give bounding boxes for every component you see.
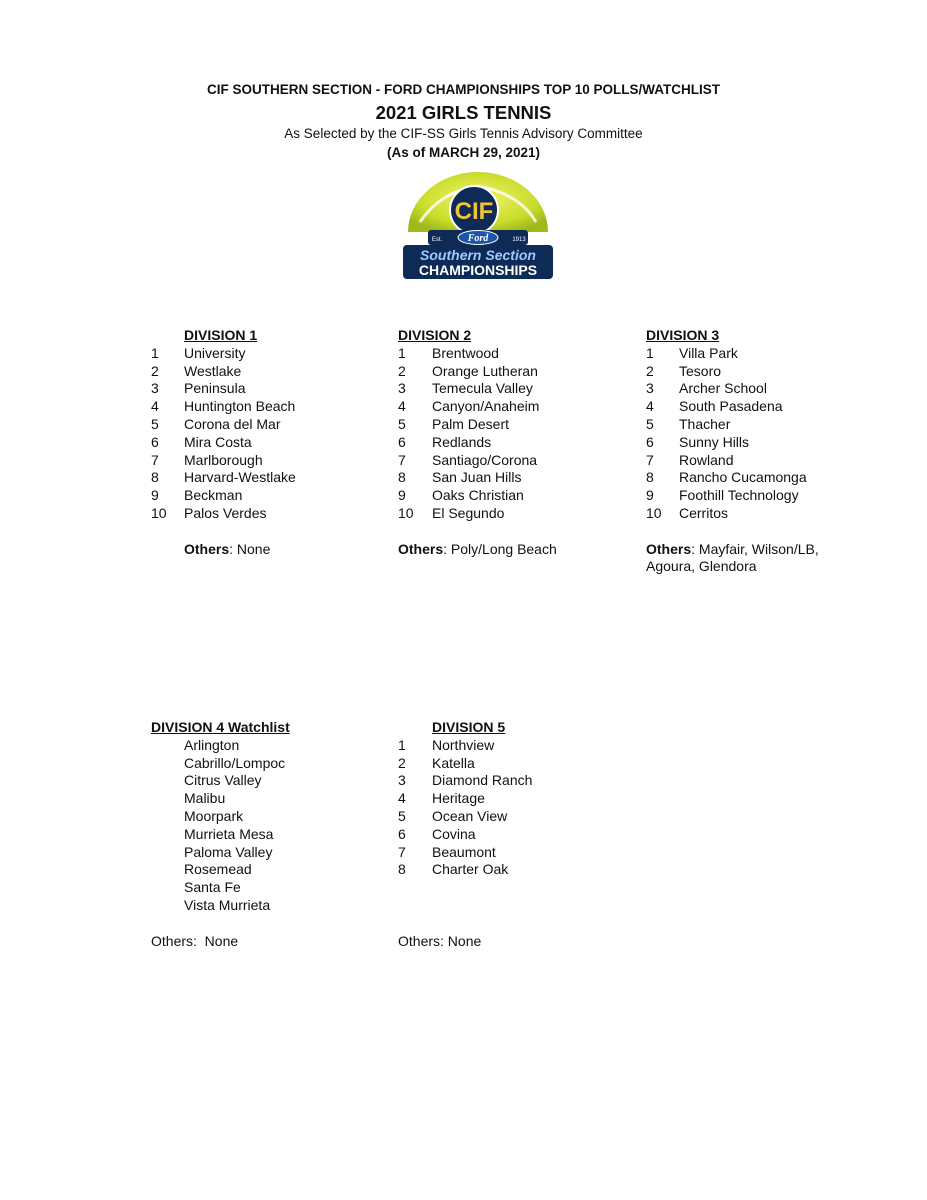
list-item: 3 Temecula Valley	[398, 380, 533, 397]
division-3-column	[646, 327, 846, 576]
division-4-title: DIVISION 4 Watchlist	[151, 719, 290, 735]
list-item: 2 Tesoro	[646, 362, 722, 379]
list-item: 7 Santiago/Corona	[398, 451, 538, 468]
list-item: 7 Beaumont	[398, 843, 496, 860]
division-3-title: DIVISION 3	[646, 327, 720, 343]
svg-text:Southern Section: Southern Section	[420, 247, 536, 263]
list-item: Murrieta Mesa	[184, 825, 274, 842]
list-item: 6 Redlands	[398, 433, 492, 450]
list-item: 10 El Segundo	[398, 504, 505, 521]
list-item: 2 Katella	[398, 754, 475, 771]
list-item: Santa Fe	[184, 879, 241, 896]
list-item: 9 Oaks Christian	[398, 487, 524, 504]
list-item: Moorpark	[184, 807, 244, 824]
list-item: 5 Palm Desert	[398, 415, 510, 432]
as-of-date: (As of MARCH 29, 2021)	[386, 145, 541, 160]
list-item: Citrus Valley	[184, 772, 262, 789]
list-item: 6 Mira Costa	[151, 433, 252, 450]
division-2-column	[398, 327, 638, 558]
list-item: 1 Northview	[398, 736, 495, 753]
list-item: 1 Brentwood	[398, 344, 499, 361]
list-item: 2 Orange Lutheran	[398, 362, 538, 379]
list-item: 1 University	[151, 344, 246, 361]
list-item: 3 Archer School	[646, 380, 767, 397]
division-2-title: DIVISION 2	[398, 327, 472, 343]
list-item: 7 Marlborough	[151, 451, 263, 468]
svg-text:Est.: Est.	[431, 237, 443, 243]
list-item: 7 Rowland	[646, 451, 734, 468]
list-item: Cabrillo/Lompoc	[184, 754, 286, 771]
list-item: 1 Villa Park	[646, 344, 738, 361]
list-item: 10 Palos Verdes	[151, 504, 267, 521]
list-item: 5 Ocean View	[398, 807, 508, 824]
list-item: Vista Murrieta	[184, 896, 271, 913]
list-item: 9 Foothill Technology	[646, 487, 799, 504]
division-4-column	[151, 719, 381, 950]
division-1-column	[151, 327, 381, 558]
list-item: 8 Rancho Cucamonga	[646, 469, 807, 486]
list-item: Rosemead	[184, 861, 252, 878]
sport-title: 2021 GIRLS TENNIS	[375, 102, 552, 123]
list-item: 3 Peninsula	[151, 380, 246, 397]
division-3-others: Others: Mayfair, Wilson/LB, Agoura, Glendora	[646, 540, 819, 575]
list-item: 4 Canyon/Anaheim	[398, 398, 540, 415]
division-5-title: DIVISION 5	[432, 719, 506, 735]
division-4-others: Others: None	[151, 932, 239, 949]
list-item: 8 Charter Oak	[398, 861, 509, 878]
list-item: 3 Diamond Ranch	[398, 772, 533, 789]
division-2-others: Others: Poly/Long Beach	[398, 540, 557, 557]
list-item: 4 South Pasadena	[646, 398, 783, 415]
list-item: 4 Huntington Beach	[151, 398, 296, 415]
division-1-others: Others: None	[184, 540, 271, 557]
list-item: 8 Harvard-Westlake	[151, 469, 296, 486]
poll-heading: CIF SOUTHERN SECTION - FORD CHAMPIONSHIPS TOP 10 POLLS/WATCHLIST	[206, 82, 721, 97]
list-item: 6 Covina	[398, 825, 476, 842]
list-item: 4 Heritage	[398, 790, 485, 807]
list-item: 5 Corona del Mar	[151, 415, 281, 432]
list-item: 6 Sunny Hills	[646, 433, 750, 450]
cif-ford-championships-logo	[400, 172, 556, 282]
division-1-title: DIVISION 1	[184, 327, 258, 343]
svg-text:CIF: CIF	[454, 198, 494, 225]
svg-text:1913: 1913	[512, 237, 526, 243]
division-5-column	[398, 719, 638, 950]
list-item: 9 Beckman	[151, 487, 243, 504]
list-item: 8 San Juan Hills	[398, 469, 522, 486]
list-item: 10 Cerritos	[646, 504, 729, 521]
list-item: 5 Thacher	[646, 415, 731, 432]
svg-text:Ford: Ford	[467, 233, 489, 244]
list-item: Malibu	[184, 790, 226, 807]
svg-text:CHAMPIONSHIPS: CHAMPIONSHIPS	[418, 262, 538, 278]
list-item: Arlington	[184, 736, 240, 753]
list-item: 2 Westlake	[151, 362, 242, 379]
committee-line: As Selected by the CIF-SS Girls Tennis Advisory Committee	[284, 126, 643, 141]
division-5-others: Others: None	[398, 932, 482, 949]
list-item: Paloma Valley	[184, 843, 273, 860]
